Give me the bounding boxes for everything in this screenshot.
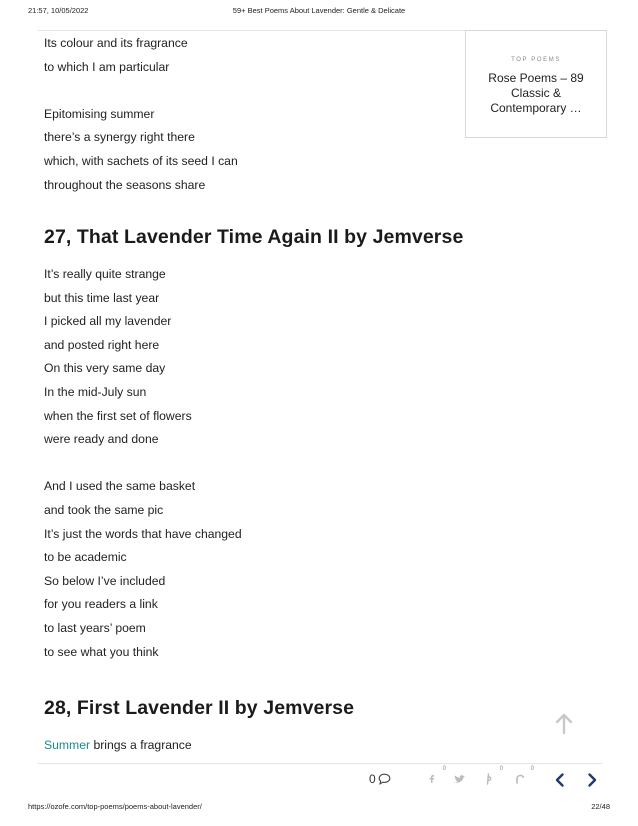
top-poems-widget (465, 30, 607, 138)
poem-line: and posted right here (44, 337, 160, 352)
poem-line: throughout the seasons share (44, 177, 206, 192)
poem-line: And I used the same basket (44, 479, 196, 494)
share-count: 0 (499, 766, 503, 772)
poem-continuation (44, 32, 238, 197)
poem-27 (44, 263, 242, 664)
poem-line-rest: brings a fragrance (90, 738, 192, 752)
share-pinterest-button[interactable] (481, 766, 503, 786)
print-page-number: 22/48 (591, 802, 610, 811)
poem-line: and took the same pic (44, 502, 164, 517)
reddit-icon (512, 772, 528, 786)
print-url: https://ozofe.com/top-poems/poems-about-lavender/ (28, 802, 202, 811)
poem-line: which, with sachets of its seed I can (44, 153, 238, 168)
poem-line: It’s just the words that have changed (44, 526, 242, 541)
poem-line: for you readers a link (44, 597, 158, 612)
print-timestamp: 21:57, 10/05/2022 (28, 6, 89, 15)
share-facebook-button[interactable] (424, 766, 446, 786)
poem-line: when the first set of flowers (44, 408, 192, 423)
comment-count: 0 (369, 772, 376, 786)
poem-line: were ready and done (44, 432, 159, 447)
twitter-icon (452, 772, 468, 786)
pinterest-icon (481, 772, 497, 786)
print-footer (0, 802, 638, 816)
poem-line: Epitomising summer (44, 106, 155, 121)
poem-line (44, 734, 192, 758)
poem-line: to be academic (44, 550, 127, 565)
poem-28 (44, 734, 192, 758)
facebook-icon (424, 772, 440, 786)
poem-line: On this very same day (44, 361, 166, 376)
poem-line: I picked all my lavender (44, 314, 172, 329)
share-twitter-button[interactable] (452, 772, 468, 786)
poem-line: So below I’ve included (44, 573, 166, 588)
share-reddit-button[interactable] (512, 766, 534, 786)
poem-heading-28: 28, First Lavender II by Jemverse (44, 697, 355, 719)
print-header (0, 6, 638, 20)
poem-line: It’s really quite strange (44, 267, 166, 281)
comment-button[interactable] (369, 771, 391, 787)
print-page-title: 59+ Best Poems About Lavender: Gentle & Delicate (232, 6, 406, 15)
top-poems-item-link[interactable]: Rose Poems – 89 Classic & Contemporary … (488, 71, 584, 115)
comment-bubble-icon (378, 773, 391, 785)
poem-line: to see what you think (44, 644, 159, 659)
prev-arrow-icon (551, 771, 569, 789)
poem-line: Its colour and its fragrance (44, 36, 188, 50)
poem-heading-27: 27, That Lavender Time Again II by Jemverse (44, 226, 464, 248)
poem-line: but this time last year (44, 290, 160, 305)
scroll-top-button[interactable] (554, 713, 574, 735)
poem-line: to last years’ poem (44, 620, 146, 635)
previous-page-button[interactable] (551, 771, 569, 789)
summer-link[interactable]: Summer (44, 738, 91, 752)
arrow-up-icon (554, 713, 574, 735)
share-count: 0 (442, 766, 446, 772)
poem-line: there’s a synergy right there (44, 130, 195, 145)
next-page-button[interactable] (583, 771, 601, 789)
stanza-gap (44, 452, 242, 476)
poem-line: In the mid-July sun (44, 384, 147, 399)
bottom-divider (38, 763, 602, 764)
share-count: 0 (530, 766, 534, 772)
poem-line: to which I am particular (44, 59, 170, 74)
stanza-gap (44, 79, 238, 103)
next-arrow-icon (583, 771, 601, 789)
top-poems-label: TOP POEMS (511, 57, 561, 63)
